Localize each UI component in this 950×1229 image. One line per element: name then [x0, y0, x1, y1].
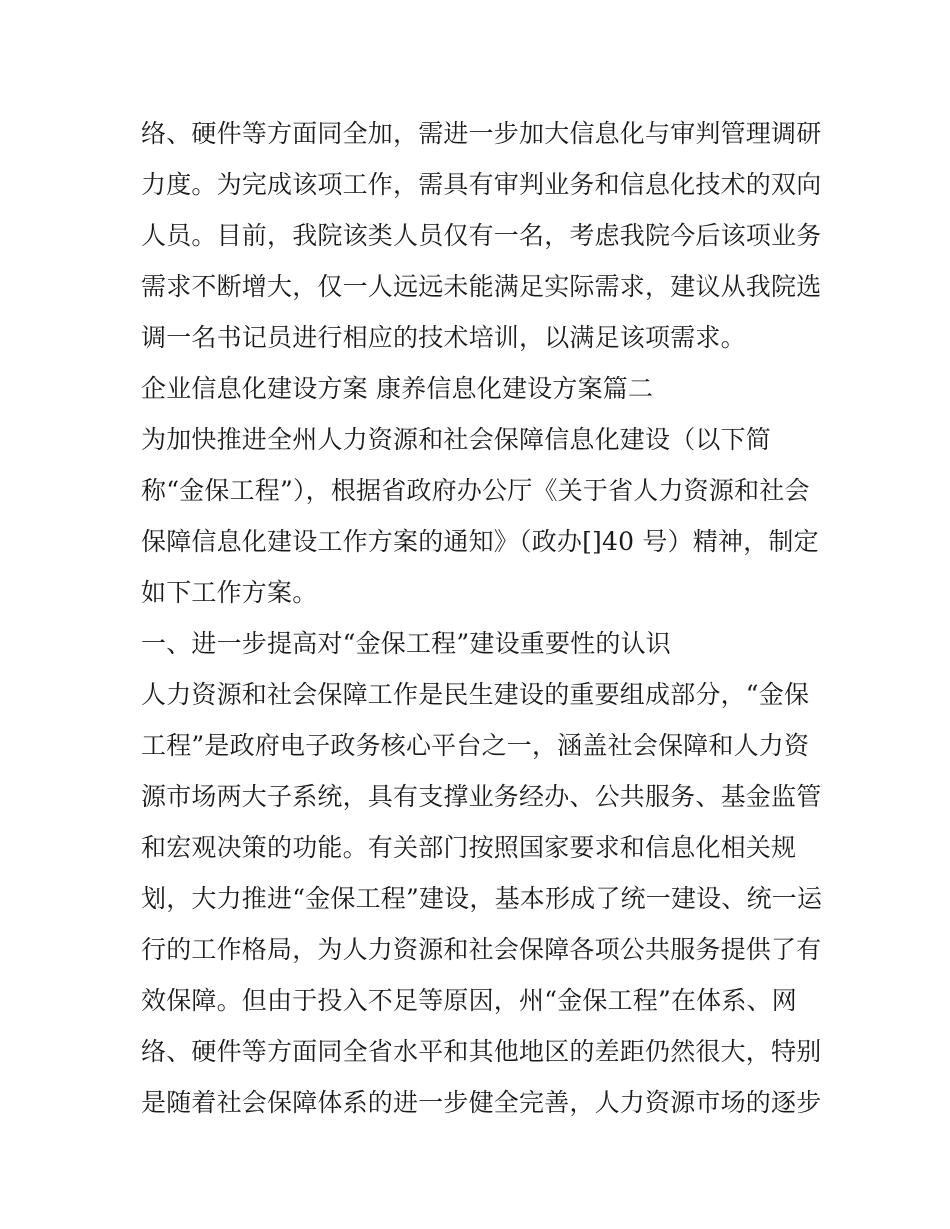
text-line: 力度。为完成该项工作，需具有审判业务和信息化技术的双向 [141, 170, 822, 199]
text-line: 为加快推进全州人力资源和社会保障信息化建设（以下简 [141, 425, 772, 454]
text-line: 是随着社会保障体系的进一步健全完善，人力资源市场的逐步 [141, 1088, 822, 1117]
text-line: 称“金保工程”），根据省政府办公厅《关于省人力资源和社会 [141, 476, 810, 505]
text-line: 人力资源和社会保障工作是民生建设的重要组成部分，“金保 [141, 680, 810, 709]
text-line: 效保障。但由于投入不足等原因，州“金保工程”在体系、网 [141, 986, 797, 1015]
text-line: 需求不断增大，仅一人远远未能满足实际需求，建议从我院选 [141, 272, 822, 301]
text-line: 络、硬件等方面同全省水平和其他地区的差距仍然很大，特别 [141, 1037, 822, 1066]
text-line: 人员。目前，我院该类人员仅有一名，考虑我院今后该项业务 [141, 221, 822, 250]
text-line: 行的工作格局，为人力资源和社会保障各项公共服务提供了有 [141, 935, 822, 964]
text-line: 保障信息化建设工作方案的通知》（政办[]40 号）精神，制定 [141, 527, 819, 556]
text-line: 和宏观决策的功能。有关部门按照国家要求和信息化相关规 [141, 833, 797, 862]
text-line: 源市场两大子系统，具有支撑业务经办、公共服务、基金监管 [141, 782, 822, 811]
section-heading: 一、进一步提高对“金保工程”建设重要性的认识 [141, 629, 671, 658]
text-line: 划，大力推进“金保工程”建设，基本形成了统一建设、统一运 [141, 884, 823, 913]
document-body [141, 108, 831, 1128]
text-line: 工程”是政府电子政务核心平台之一，涵盖社会保障和人力资 [141, 731, 810, 760]
text-line: 如下工作方案。 [141, 578, 318, 607]
text-line: 络、硬件等方面同全加，需进一步加大信息化与审判管理调研 [141, 119, 822, 148]
text-line: 调一名书记员进行相应的技术培训，以满足该项需求。 [141, 323, 746, 352]
section-heading: 企业信息化建设方案 康养信息化建设方案篇二 [141, 374, 654, 403]
